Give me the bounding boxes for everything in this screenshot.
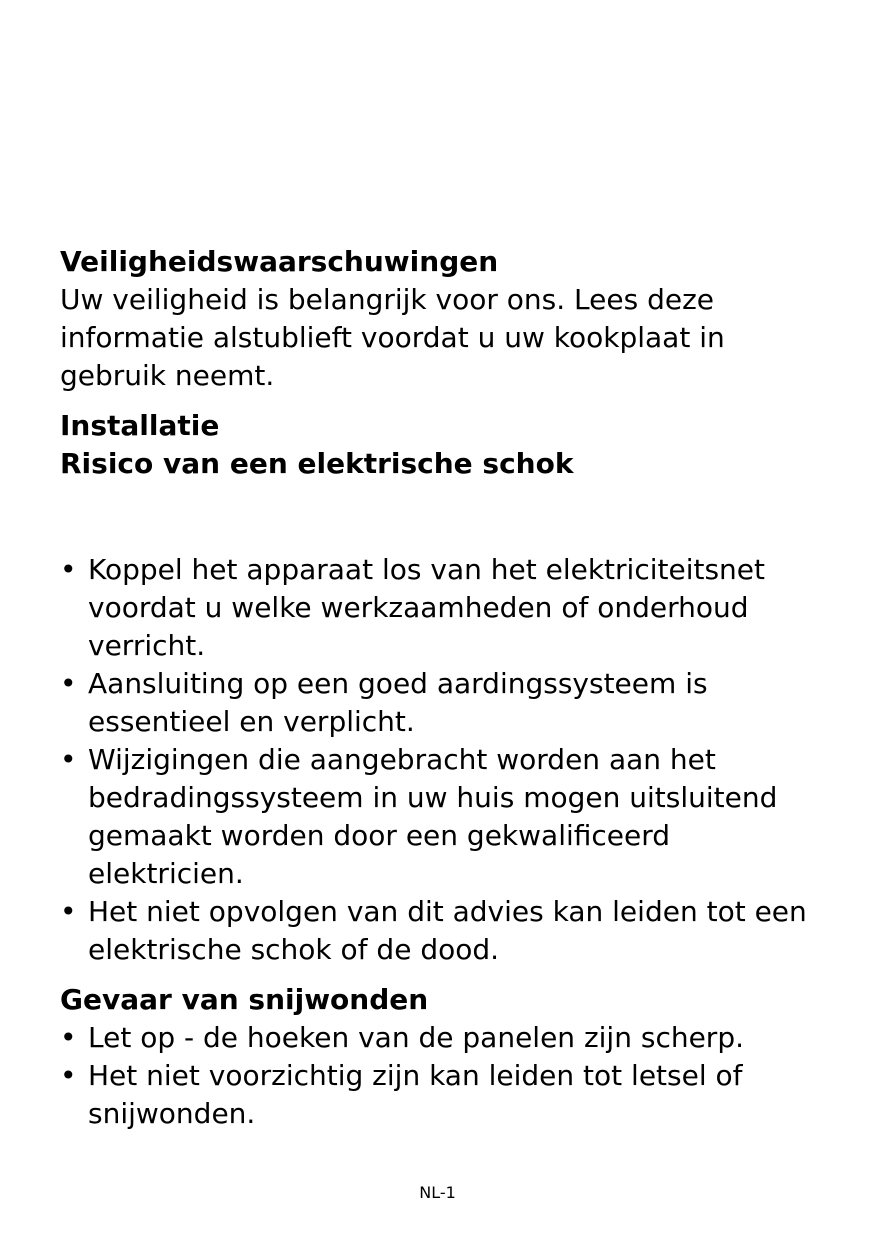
list-item xyxy=(60,551,820,665)
bullet-icon: • xyxy=(60,895,77,928)
list-item-text: Koppel het apparaat los van het elektriciteitsnet voordat u welke werkzaamheden of onderhoud verricht. xyxy=(88,553,765,662)
list-item xyxy=(60,1057,820,1133)
bullet-icon: • xyxy=(60,667,77,700)
list-item xyxy=(60,1019,820,1057)
list-item-text: Het niet voorzichtig zijn kan leiden tot letsel of snijwonden. xyxy=(88,1059,743,1130)
bullet-icon: • xyxy=(60,1021,77,1054)
bullet-icon: • xyxy=(60,553,77,586)
electric-shock-list xyxy=(60,551,820,969)
document-body xyxy=(60,243,820,1133)
list-item-text: Het niet opvolgen van dit advies kan leiden tot een elektrische schok of de dood. xyxy=(88,895,807,966)
list-item-text: Wijzigingen die aangebracht worden aan het bedradingssysteem in uw huis mogen uitsluitend gemaakt worden door een gekwalificeerd elektricien. xyxy=(88,743,778,890)
list-item-text: Aansluiting op een goed aardingssysteem is essentieel en verplicht. xyxy=(88,667,708,738)
list-item xyxy=(60,893,820,969)
bullet-icon: • xyxy=(60,743,77,776)
list-item xyxy=(60,741,820,893)
list-item-text: Let op - de hoeken van de panelen zijn scherp. xyxy=(88,1021,744,1054)
cuts-list xyxy=(60,1019,820,1133)
page-number: NL-1 xyxy=(419,1183,456,1202)
installation-heading: Installatie xyxy=(60,409,220,442)
safety-heading: Veiligheidswaarschuwingen xyxy=(60,245,499,278)
cuts-heading: Gevaar van snijwonden xyxy=(60,983,429,1016)
list-item xyxy=(60,665,820,741)
safety-intro: Uw veiligheid is belangrijk voor ons. Lees deze informatie alstublieft voordat u uw kookplaat in gebruik neemt. xyxy=(60,283,725,392)
electric-shock-heading: Risico van een elektrische schok xyxy=(60,447,574,480)
bullet-icon: • xyxy=(60,1059,77,1092)
